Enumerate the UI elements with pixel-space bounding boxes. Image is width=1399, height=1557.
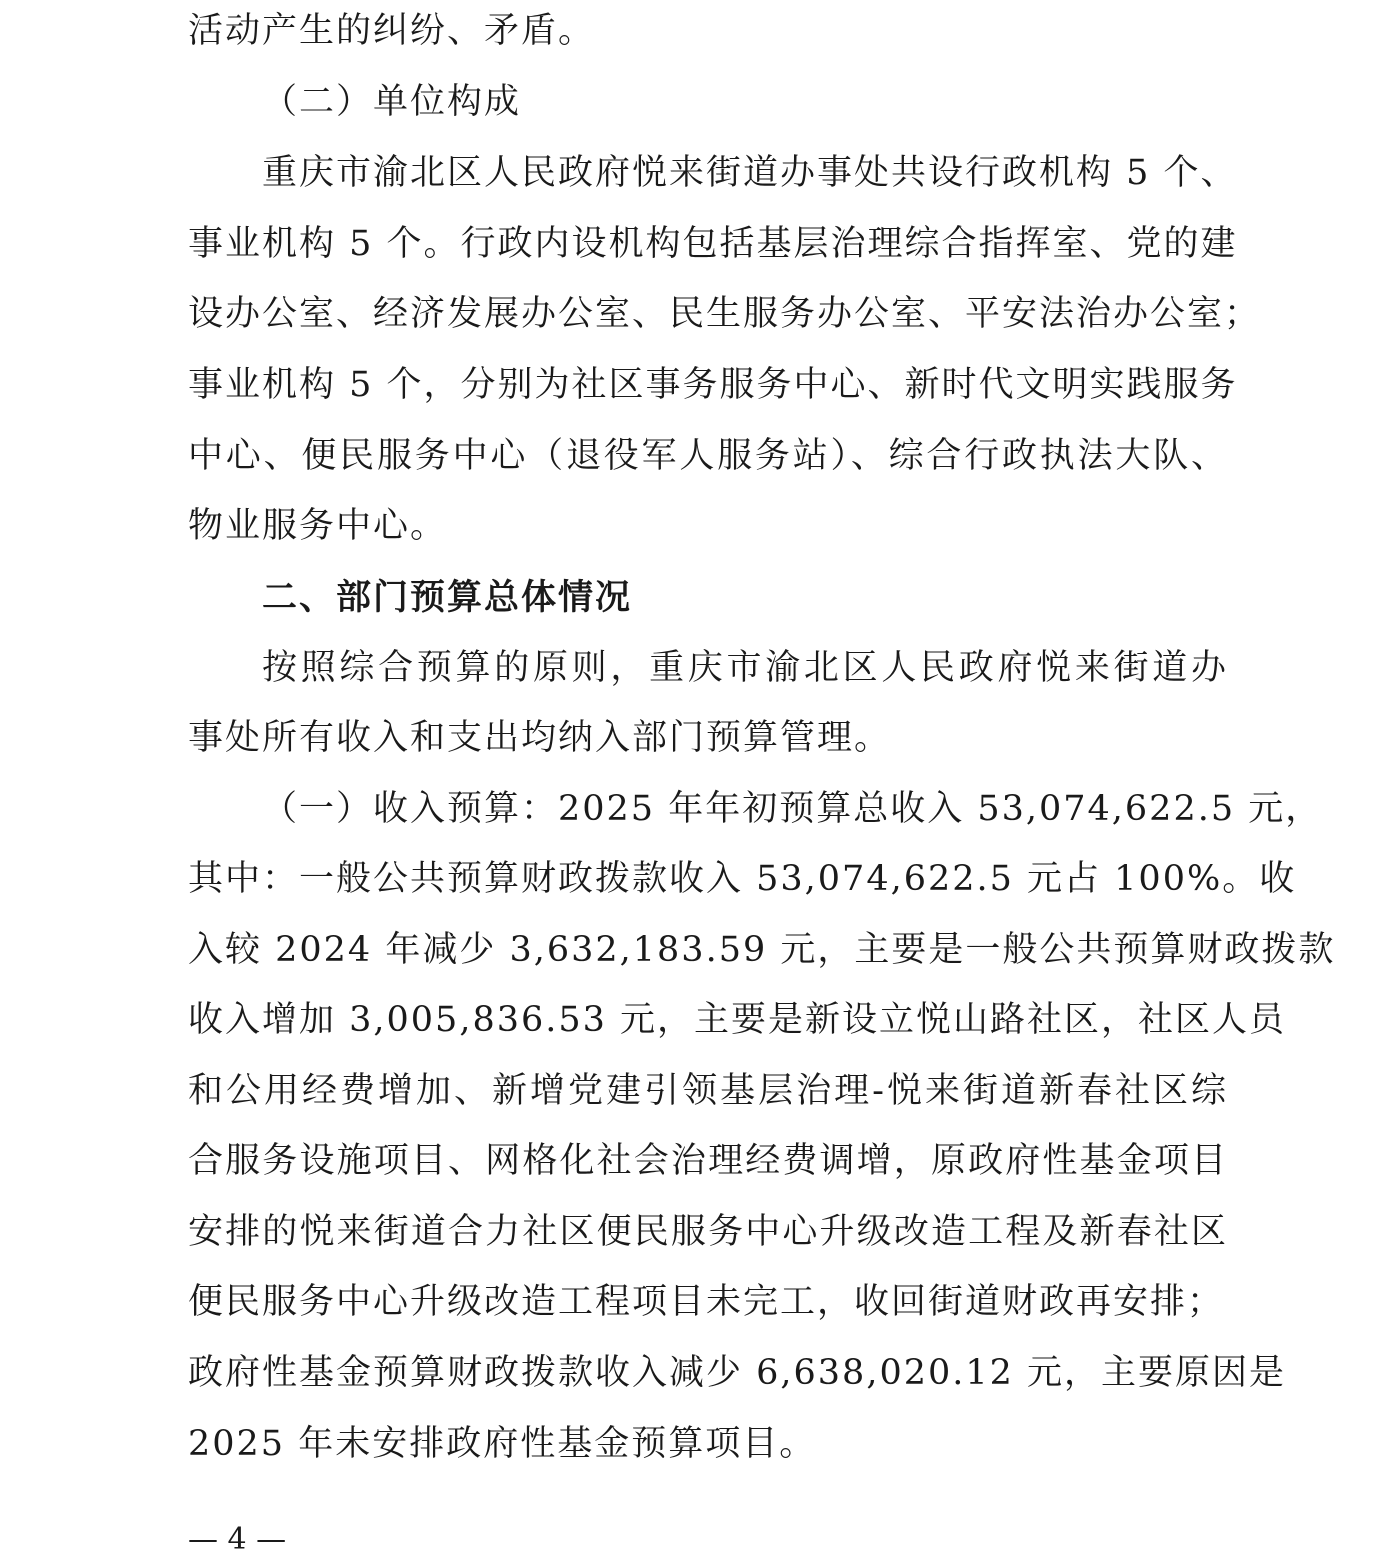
text-line: 物业服务中心。	[188, 506, 448, 546]
text-line: 安排的悦来街道合力社区便民服务中心升级改造工程及新春社区	[188, 1212, 1228, 1252]
text-line: 中心、便民服务中心（退役军人服务站）、综合行政执法大队、	[188, 436, 1228, 476]
section-heading-budget-overview: 二、部门预算总体情况	[262, 577, 633, 618]
text-line: 收入增加 3,005,836.53 元，主要是新设立悦山路社区，社区人员	[188, 1000, 1287, 1040]
page-number: — 4 —	[188, 1522, 287, 1557]
text-line: 便民服务中心升级改造工程项目未完工，收回街道财政再安排；	[188, 1282, 1225, 1322]
text-line-income-budget: （一）收入预算：2025 年年初预算总收入 53,074,622.5 元，	[262, 789, 1323, 829]
text-line: 合服务设施项目、网格化社会治理经费调增，原政府性基金项目	[188, 1141, 1228, 1181]
subheading-unit-composition: （二）单位构成	[262, 82, 522, 122]
text-line: 其中：一般公共预算财政拨款收入 53,074,622.5 元占 100%。收	[188, 859, 1297, 899]
text-line: 事业机构 5 个，分别为社区事务服务中心、新时代文明实践服务	[188, 365, 1238, 405]
text-line: 事业机构 5 个。行政内设机构包括基层治理综合指挥室、党的建	[188, 224, 1238, 264]
text-line: 2025 年未安排政府性基金预算项目。	[188, 1424, 817, 1464]
text-line: 重庆市渝北区人民政府悦来街道办事处共设行政机构 5 个、	[262, 153, 1238, 193]
text-line: 事处所有收入和支出均纳入部门预算管理。	[188, 718, 892, 758]
text-line: 政府性基金预算财政拨款收入减少 6,638,020.12 元，主要原因是	[188, 1353, 1287, 1393]
text-line: 和公用经费增加、新增党建引领基层治理-悦来街道新春社区综	[188, 1071, 1228, 1111]
text-line: 设办公室、经济发展办公室、民生服务办公室、平安法治办公室；	[188, 294, 1262, 334]
text-line: 入较 2024 年减少 3,632,183.59 元，主要是一般公共预算财政拨款	[188, 930, 1336, 970]
text-line: 按照综合预算的原则，重庆市渝北区人民政府悦来街道办	[262, 648, 1228, 688]
text-line-continuation: 活动产生的纠纷、矛盾。	[188, 11, 596, 51]
